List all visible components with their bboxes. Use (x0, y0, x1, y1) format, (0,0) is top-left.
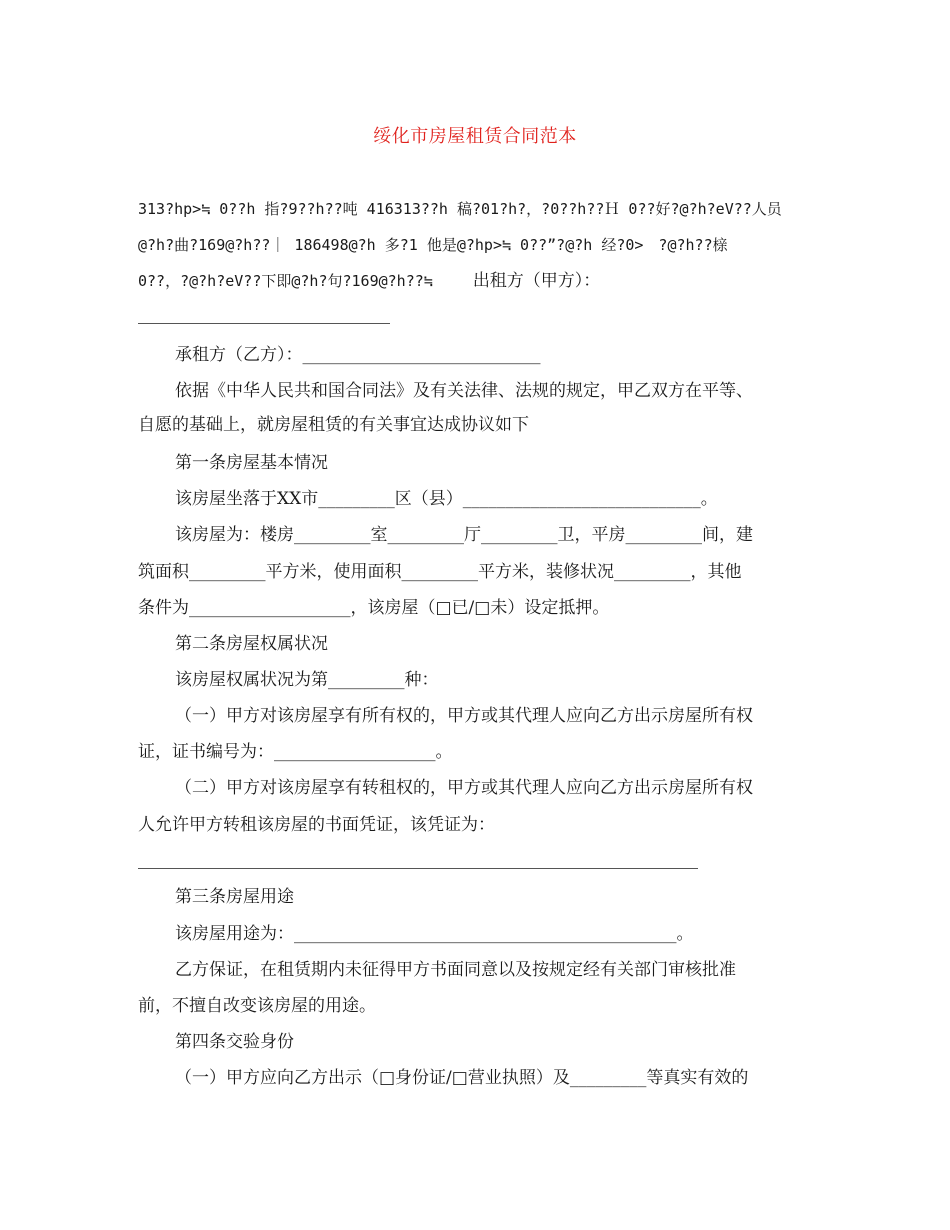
article-3-title: 第三条房屋用途 (175, 887, 294, 907)
garbled-text-line-2: @?h?曲?169@?h??｜ 186498@?h 多?1 他是@?hp>≒ 0??”?@?h 经?0> ?@?h??榇 (138, 236, 728, 254)
article-1-desc-line-1: 该房屋为：楼房_________室_________厅_________卫，平房_________间，建 (175, 525, 753, 545)
article-3-use: 该房屋用途为：_____________________________________________。 (175, 924, 694, 944)
garbled-text-line-3: 0??，?@?h?eV??下即@?h?句?169@?h??≒ (138, 272, 433, 290)
article-2-item-1-line-2: 证，证书编号为：___________________。 (138, 742, 453, 762)
document-title: 绥化市房屋租赁合同范本 (373, 126, 577, 147)
article-2-type: 该房屋权属状况为第_________种： (175, 670, 439, 690)
lessor-label: 出租方（甲方）： (472, 271, 601, 291)
preamble-line-2: 自愿的基础上，就房屋租赁的有关事宜达成协议如下 (138, 415, 529, 435)
article-4-item-1: （一）甲方应向乙方出示（□身份证/□营业执照）及_________等真实有效的 (175, 1068, 749, 1088)
article-1-location: 该房屋坐落于XX市_________区（县）____________________________。 (175, 489, 718, 509)
article-2-title: 第二条房屋权属状况 (175, 634, 328, 654)
article-2-item-1-line-1: （一）甲方对该房屋享有所有权的，甲方或其代理人应向乙方出示房屋所有权 (175, 706, 753, 726)
article-3-guarantee-line-1: 乙方保证，在租赁期内未征得甲方书面同意以及按规定经有关部门审核批准 (175, 960, 736, 980)
lessor-blank-line (138, 323, 390, 324)
preamble-line-1: 依据《中华人民共和国合同法》及有关法律、法规的规定，甲乙双方在平等、 (175, 381, 753, 401)
article-3-guarantee-line-2: 前，不擅自改变该房屋的用途。 (138, 996, 376, 1016)
certificate-blank-line (138, 868, 698, 869)
article-1-title: 第一条房屋基本情况 (175, 453, 328, 473)
lessee-line: 承租方（乙方）：____________________________ (175, 345, 541, 365)
article-2-item-2-line-1: （二）甲方对该房屋享有转租权的，甲方或其代理人应向乙方出示房屋所有权 (175, 778, 753, 798)
article-4-title: 第四条交验身份 (175, 1032, 294, 1052)
article-1-desc-line-3: 条件为___________________，该房屋（□已/□未）设定抵押。 (138, 598, 610, 618)
article-1-desc-line-2: 筑面积_________平方米，使用面积_________平方米，装修状况_________，其他 (138, 562, 742, 582)
garbled-text-line-1: 313?hp>≒ 0??h 指?9??h??吨 416313??h 稿?01?h?，?0??h??Ｈ 0??好?@?h?eV??人员 (138, 200, 782, 218)
article-2-item-2-line-2: 人允许甲方转租该房屋的书面凭证，该凭证为： (138, 815, 495, 835)
garbled-text-line-3-row (138, 271, 818, 291)
